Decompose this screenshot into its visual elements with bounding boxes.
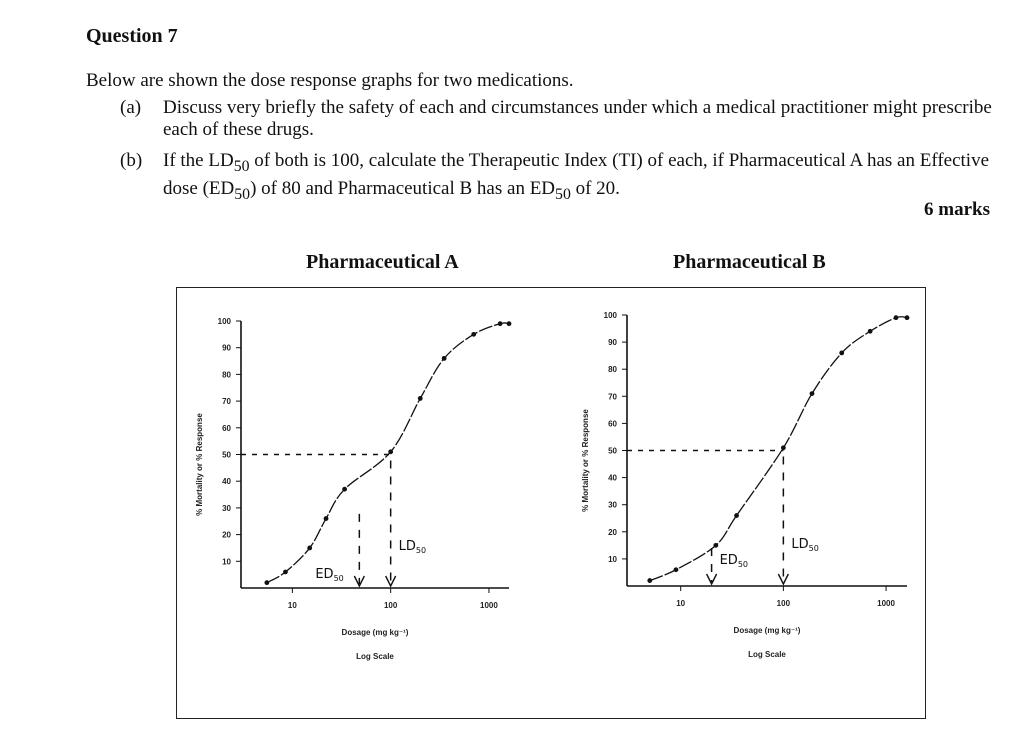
x-scale-label: Log Scale <box>748 650 786 659</box>
data-point <box>498 321 503 326</box>
ed50-label <box>315 567 343 583</box>
part-b-sub-2: 50 <box>234 185 251 203</box>
y-tick-label: 20 <box>608 527 617 537</box>
part-a-label: (a) <box>120 97 142 118</box>
ed50-label-main: ED <box>315 567 334 582</box>
charts-frame <box>176 287 926 719</box>
x-axis-label: Dosage (mg kg⁻¹) <box>733 626 801 635</box>
y-tick-label: 40 <box>222 477 231 487</box>
data-point <box>868 329 873 334</box>
y-tick-label: 30 <box>608 500 617 510</box>
part-a-text: Discuss very briefly the safety of each and circumstances under which a medical practitioner might prescribe each of these drugs. <box>163 97 992 140</box>
y-tick-label: 70 <box>608 392 617 402</box>
data-point <box>507 321 512 326</box>
y-tick-label: 80 <box>222 370 231 380</box>
data-point <box>418 396 423 401</box>
y-tick-label: 60 <box>222 423 231 433</box>
x-tick-label: 100 <box>776 599 791 608</box>
y-tick-label: 50 <box>608 446 617 456</box>
data-point <box>342 487 347 492</box>
ld50-label <box>791 537 818 553</box>
ld50-label <box>399 539 426 555</box>
x-tick-label: 100 <box>383 601 398 610</box>
chart-b-title: Pharmaceutical B <box>673 251 826 273</box>
y-tick-label: 70 <box>222 397 231 407</box>
data-point <box>734 513 739 518</box>
y-axis-label: % Mortality or % Response <box>581 409 590 512</box>
data-point <box>471 332 476 337</box>
y-tick-label: 50 <box>222 450 231 460</box>
data-point <box>810 391 815 396</box>
chart-a <box>195 317 511 661</box>
y-tick-label: 20 <box>222 530 231 540</box>
part-b-label: (b) <box>120 150 143 171</box>
y-tick-label: 40 <box>608 473 617 483</box>
y-tick-label: 90 <box>222 343 231 353</box>
y-tick-label: 60 <box>608 419 617 429</box>
x-tick-label: 1000 <box>877 599 895 608</box>
marks-label: 6 marks <box>924 199 990 220</box>
x-tick-label: 10 <box>287 601 297 610</box>
y-tick-label: 90 <box>608 338 617 348</box>
dose-response-charts <box>177 288 925 718</box>
data-point <box>324 516 329 521</box>
x-tick-label: 1000 <box>480 601 498 610</box>
ld50-label-sub: 50 <box>808 544 819 553</box>
y-tick-label: 80 <box>608 365 617 375</box>
data-point <box>781 445 786 450</box>
data-point <box>905 315 910 320</box>
data-point <box>283 570 288 575</box>
y-tick-label: 10 <box>608 554 617 564</box>
y-tick-label: 10 <box>222 557 231 567</box>
ld50-label-main: LD <box>791 537 809 552</box>
part-b-text <box>163 150 1003 206</box>
ed50-label-main: ED <box>719 553 738 568</box>
chart-b <box>581 311 909 659</box>
data-point <box>839 351 844 356</box>
question-title: Question 7 <box>86 25 178 47</box>
data-point <box>388 449 393 454</box>
y-tick-label: 100 <box>217 317 231 326</box>
ld50-label-main: LD <box>398 539 416 554</box>
part-b-sub-1: 50 <box>233 157 250 175</box>
ed50-label-sub: 50 <box>333 574 344 583</box>
data-point <box>442 356 447 361</box>
dose-response-curve <box>267 323 509 583</box>
chart-a-title: Pharmaceutical A <box>306 251 459 273</box>
dose-response-curve <box>650 317 907 581</box>
x-tick-label: 10 <box>676 599 686 608</box>
y-axis-label: % Mortality or % Response <box>195 413 204 516</box>
question-intro: Below are shown the dose response graphs for two medications. <box>86 70 574 91</box>
ld50-label-sub: 50 <box>415 546 427 555</box>
part-b-sub-3: 50 <box>555 185 571 203</box>
data-point <box>307 546 312 551</box>
y-tick-label: 30 <box>222 503 231 513</box>
part-b-text-1: If the LD <box>163 150 234 171</box>
ed50-label <box>720 553 748 569</box>
data-point <box>713 543 718 548</box>
ed50-label-sub: 50 <box>737 560 749 569</box>
part-b-text-2: of both is 100, calculate the Therapeutic Index (TI) of each, if Pharmaceutical A has an Effective dose (ED <box>163 150 990 199</box>
x-axis-label: Dosage (mg kg⁻¹) <box>341 628 409 637</box>
data-point <box>674 567 679 572</box>
x-scale-label: Log Scale <box>356 652 394 661</box>
y-tick-label: 100 <box>603 311 617 320</box>
data-point <box>894 315 899 320</box>
data-point <box>264 580 269 585</box>
part-b-text-4: of 20. <box>570 177 620 199</box>
data-point <box>647 578 652 583</box>
part-b-text-3: ) of 80 and Pharmaceutical B has an ED <box>250 177 556 199</box>
ed50-arrow <box>707 574 717 584</box>
